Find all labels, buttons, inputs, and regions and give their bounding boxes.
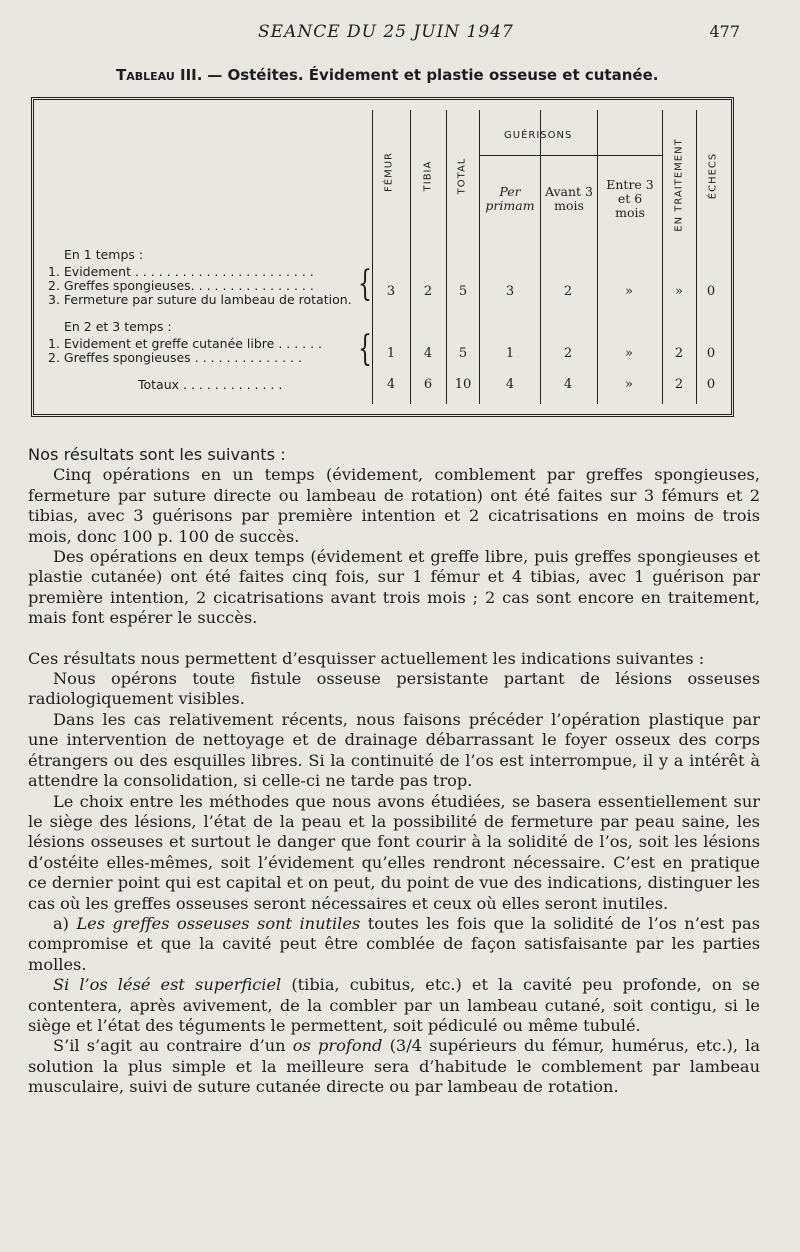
running-header: [0, 22, 800, 46]
cell-total-entre-3-6: »: [625, 377, 633, 392]
cell-g2-en-traitement: 2: [674, 346, 684, 361]
cell-total-echecs: 0: [706, 377, 716, 392]
cell-total-tibia: 6: [423, 377, 433, 392]
cell-g1-total: 5: [458, 284, 468, 299]
table-rule: [479, 155, 662, 156]
cell-g2-femur: 1: [386, 346, 396, 361]
cell-g1-femur: 3: [386, 284, 396, 299]
col-header-entre-3-6: Entre 3 et 6 mois: [606, 177, 654, 220]
cell-g2-avant-3-mois: 2: [563, 346, 573, 361]
text-run: toutes les fois que la solidité de l’os n’est pas compromise et que la cavité peut être comblée de façon satisfaisante par les parties molles.: [28, 913, 761, 974]
group2-line: 1. Evidement et greffe cutanée libre . . . . . .: [48, 336, 323, 351]
cell-g1-per-primam: 3: [505, 284, 515, 299]
col-header-tibia: TIBIA: [422, 160, 434, 192]
group2-line: 2. Greffes spongieuses . . . . . . . . . . . . . .: [48, 350, 302, 365]
cell-g1-en-traitement: »: [675, 284, 683, 299]
text-run: (tibia, cubitus, etc.) et la cavité peu profonde, on se contentera, après avivement, de la combler par un lambeau cutané, soit contigu, si le siège et l’état des téguments le permettent, soit pédiculé ou même tubulé.: [28, 975, 760, 1035]
cell-g2-entre-3-6: »: [625, 346, 633, 361]
italic-run: Si l’os lésé est superficiel: [53, 975, 282, 995]
col-header-avant-3-mois: Avant 3 mois: [544, 184, 594, 213]
col-header-total: TOTAL: [456, 157, 468, 195]
running-title: SEANCE DU 25 JUIN 1947: [258, 22, 514, 42]
body-text: [28, 445, 760, 1098]
table-rule: [410, 110, 411, 404]
cell-g2-echecs: 0: [706, 346, 716, 361]
paragraph: Dans les cas relativement récents, nous faisons précéder l’opération plastique par une intervention de nettoyage et de drainage débarrassant le foyer osseux des corps étrangers ou des esquilles libres. Si la continuité de l’os est interrompue, il y a intérêt à attendre la consolidation, si celle-ci ne tarde pas trop.: [28, 709, 760, 791]
cell-g2-total: 5: [458, 346, 468, 361]
cell-total-avant-3-mois: 4: [563, 377, 573, 392]
table-label: Tableau III.: [116, 66, 203, 84]
cell-g1-tibia: 2: [423, 284, 433, 299]
italic-run: Les greffes osseuses sont inutiles: [76, 913, 361, 933]
paragraph: Des opérations en deux temps (évidement et greffe libre, puis greffes spongieuses et plastie cutanée) ont été faites cinq fois, sur 1 fémur et 4 tibias, avec 1 guérison par première intention, 2 cicatrisations avant trois mois ; 2 cas sont encore en traitement, mais font espérer le succès.: [28, 547, 760, 628]
col-header-per-primam: Per primam: [485, 184, 535, 213]
cell-total-femur: 4: [386, 377, 396, 392]
totals-label: Totaux . . . . . . . . . . . . .: [138, 377, 283, 392]
paragraph: [28, 1036, 760, 1097]
table-rule: [446, 110, 447, 404]
cell-g2-per-primam: 1: [505, 346, 515, 361]
col-header-femur: FÉMUR: [383, 152, 395, 192]
group1-heading: En 1 temps :: [64, 247, 144, 262]
cell-g1-entre-3-6: »: [625, 284, 633, 299]
italic-run: os profond: [292, 1036, 383, 1056]
paragraph: [28, 914, 760, 975]
paragraph: Le choix entre les méthodes que nous avons étudiées, se basera essentiellement sur le siège des lésions, l’état de la peau et la possibilité de fermeture par peau saine, les lésions osseuses et surtout le danger que font courir à la solidité de l’os, soit les lésions d’ostéite elles-mêmes, soit l’évidement qu’elles rendront nécessaire. C’est en pratique ce dernier point qui est capital et on peut, du point de vue des indications, distinguer les cas où les greffes osseuses seront nécessaires et ceux où elles seront inutiles.: [28, 791, 760, 913]
cell-g1-echecs: 0: [706, 284, 716, 299]
page-number: 477: [709, 22, 740, 41]
text-run: S’il s’agit au contraire d’un: [53, 1036, 293, 1056]
paragraph: Ces résultats nous permettent d’esquisser actuellement les indications suivantes :: [28, 648, 705, 668]
cell-g2-tibia: 4: [423, 346, 433, 361]
table-rule: [662, 110, 663, 404]
group1-line: 2. Greffes spongieuses. . . . . . . . . . . . . . . .: [48, 278, 314, 293]
col-header-en-traitement: EN TRAITEMENT: [673, 138, 685, 232]
group1-line: 1. Evidement . . . . . . . . . . . . . . . . . . . . . . .: [48, 264, 314, 279]
cell-total-en-traitement: 2: [674, 377, 684, 392]
table-caption: [116, 66, 658, 84]
cell-g1-avant-3-mois: 2: [563, 284, 573, 299]
cell-total-total: 10: [454, 377, 472, 392]
text-run: a): [53, 913, 77, 933]
paragraph: [28, 975, 760, 1036]
paragraph: Cinq opérations en un temps (évidement, comblement par greffes spongieuses, fermeture par suture directe ou lambeau de rotation) ont été faites sur 3 fémurs et 2 tibias, avec 3 guérisons par première intention et 2 cicatrisations en moins de trois mois, donc 100 p. 100 de succès.: [28, 465, 760, 546]
table-title: — Ostéites. Évidement et plastie osseuse et cutanée.: [207, 66, 659, 84]
col-header-echecs: ÉCHECS: [707, 152, 719, 200]
cell-total-per-primam: 4: [505, 377, 515, 392]
group1-line: 3. Fermeture par suture du lambeau de rotation.: [48, 292, 352, 307]
group1-brace: {: [358, 264, 372, 305]
text-run: (3/4 supérieurs du fémur, humérus, etc.), la solution la plus simple et la meilleure sera d’habitude le comblement par lambeau musculaire, suivi de suture cutanée directe ou par lambeau de rotation.: [28, 1036, 760, 1097]
group2-brace: {: [358, 329, 372, 370]
table-rule: [372, 110, 373, 404]
results-table: [31, 97, 734, 417]
col-header-guerisons: GUÉRISONS: [504, 130, 573, 141]
paragraph: Nous opérons toute fistule osseuse persistante partant de lésions osseuses radiologiquement visibles.: [28, 669, 760, 709]
group2-heading: En 2 et 3 temps :: [64, 319, 172, 334]
paragraph: Nos résultats sont les suivants :: [28, 445, 286, 464]
